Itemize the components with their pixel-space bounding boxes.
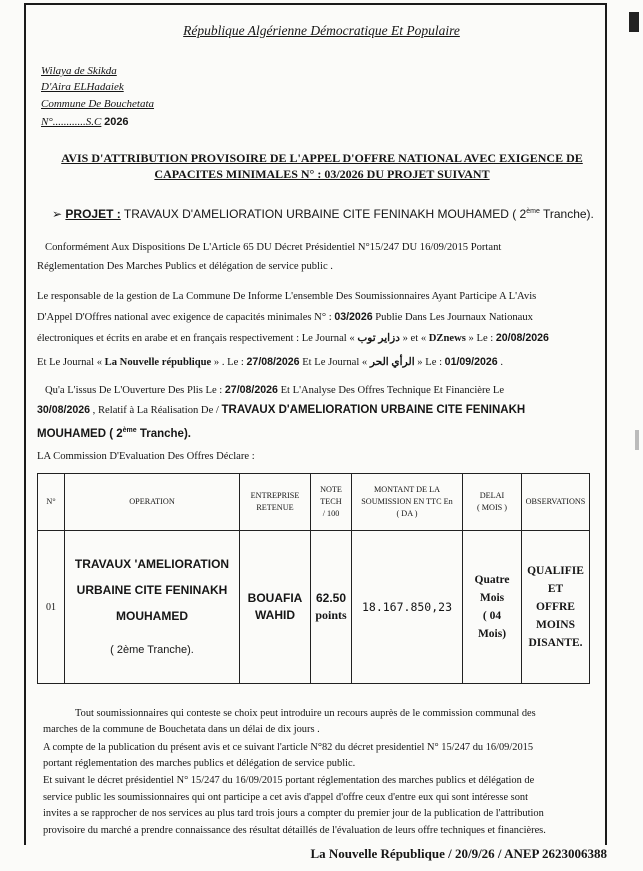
- journal-arabic-1: دزاير توب: [357, 333, 400, 344]
- entreprise-line: WAHID: [255, 608, 295, 622]
- header-operation: OPERATION: [65, 474, 240, 531]
- notice-title: [32, 150, 612, 182]
- text-span: Publie Dans Les Journaux Nationaux: [372, 312, 533, 323]
- header-line: ENTREPRISE: [250, 491, 300, 500]
- responsible-paragraph-line-1: Le responsable de la gestion de La Commune De Informe L'ensemble Des Soumissionnaires Ayant Participe A L'Avis: [37, 291, 537, 302]
- reference-prefix: N°............S.C: [41, 116, 102, 128]
- table-row: [38, 531, 590, 684]
- project-label: PROJET :: [65, 207, 121, 221]
- notice-title-line-2: CAPACITES MINIMALES N° : 03/2026 DU PROJET SUIVANT: [154, 167, 490, 181]
- republic-title: République Algérienne Démocratique Et Populaire: [183, 23, 460, 38]
- responsible-paragraph-line-2: [37, 307, 533, 328]
- cell-montant: 18.167.850,23: [352, 531, 463, 684]
- cell-num: 01: [38, 531, 65, 684]
- header-observations: OBSERVATIONS: [522, 474, 590, 531]
- daira-line: D'Aira ELHadaiek: [41, 81, 124, 93]
- observation-line: MOINS: [536, 619, 575, 631]
- commission-line: LA Commission D'Evaluation Des Offres Déclare :: [37, 451, 255, 462]
- date-2: 27/08/2026: [246, 356, 300, 368]
- responsible-paragraph-line-3: [37, 328, 549, 349]
- text-span: Qu'a L'issus De L'Ouverture Des Plis Le :: [45, 385, 225, 396]
- operation-line: MOUHAMED: [116, 609, 188, 623]
- header-line: / 100: [322, 509, 340, 518]
- opening-paragraph-line-3: [37, 420, 191, 445]
- opening-date: 27/08/2026: [224, 384, 278, 396]
- text-span: électroniques et écrits en arabe et en français respectivement : Le Journal «: [37, 333, 358, 344]
- header-montant: [352, 474, 463, 531]
- delai-line: Quatre: [474, 574, 510, 586]
- cell-entreprise: [240, 531, 311, 684]
- text-span: » et «: [399, 333, 429, 344]
- header-line: TECH: [320, 497, 342, 506]
- text-span: Et Le Journal «: [37, 357, 105, 368]
- journal-nouvelle-republique: La Nouvelle république: [104, 357, 212, 368]
- journal-arabic-2: الرأي الحر: [369, 357, 415, 368]
- project-text: TRAVAUX D'AMELIORATION URBAINE CITE FENINAKH MOUHAMED ( 2: [123, 207, 527, 221]
- project-line: [52, 207, 594, 221]
- decree-paragraph-line-2: Réglementation Des Marches Publics et délégation de service public .: [37, 261, 333, 272]
- observation-line: QUALIFIE ET: [527, 565, 584, 595]
- header-line: RETENUE: [256, 503, 294, 512]
- operation-line: TRAVAUX 'AMELIORATION: [74, 557, 230, 571]
- publication-footer: La Nouvelle République / 20/9/26 / ANEP 2623006388: [310, 846, 607, 861]
- text-span: » . Le :: [211, 357, 247, 368]
- header-line: ( DA ): [396, 509, 418, 518]
- text-span: , Relatif à La Réalisation De /: [90, 405, 222, 416]
- arrow-bullet-icon: ➢: [52, 207, 63, 221]
- header-line: NOTE: [320, 485, 342, 494]
- observation-line: OFFRE: [536, 601, 575, 613]
- decree-closing-line-4: provisoire du marché a prendre connaissance des résultat détaillés de l'évaluation de leurs offre techniques et financières.: [43, 825, 546, 836]
- date-1: 20/08/2026: [495, 332, 549, 344]
- superscript: ème: [122, 427, 137, 434]
- recourse-line-1: Tout soumissionnaires qui conteste se choix peut introduire un recours auprès de le commission communal des: [75, 708, 536, 719]
- recourse-line-2: marches de la commune de Bouchetata dans un délai de dix jours .: [43, 724, 320, 735]
- scan-edge-mark: [635, 430, 639, 450]
- project-superscript: ème: [526, 208, 540, 215]
- table-header-row: [38, 474, 590, 531]
- decree-closing-line-3: invites a se rapprocher de nos services au plus tard trois jours a compter du premier jour de la publication de l'attribution: [43, 808, 544, 819]
- entreprise-line: BOUAFIA: [247, 591, 303, 605]
- cell-observations: [522, 531, 590, 684]
- note-unit: points: [315, 608, 347, 622]
- cell-delai: [463, 531, 522, 684]
- header-line: ( MOIS ): [476, 503, 508, 512]
- responsible-paragraph-line-4: [37, 352, 503, 373]
- header-num: N°: [38, 474, 65, 531]
- journal-dznews: DZnews: [428, 333, 466, 344]
- delai-line: ( 04: [482, 610, 502, 622]
- text-span: » Le :: [414, 357, 445, 368]
- commune-line: Commune De Bouchetata: [41, 98, 155, 110]
- text-span: Et Le Journal «: [299, 357, 370, 368]
- delai-line: Mois): [477, 628, 507, 640]
- header-delai: [463, 474, 522, 531]
- project-name-bold: TRAVAUX D'AMELIORATION URBAINE CITE FENINAKH: [221, 404, 526, 416]
- header-line: MONTANT DE LA: [373, 485, 441, 494]
- operation-line: ( 2ème Tranche).: [110, 644, 194, 656]
- opening-paragraph-line-2: [37, 400, 525, 421]
- operation-line: URBAINE CITE FENINAKH: [76, 583, 228, 597]
- header-line: SOUMISSION EN TTC En: [361, 497, 453, 506]
- header-entreprise: [240, 474, 311, 531]
- text-span: Et L'Analyse Des Offres Technique Et Financière Le: [277, 385, 505, 396]
- wilaya-line: Wilaya de Skikda: [41, 65, 117, 77]
- reference-year: 2026: [104, 116, 129, 128]
- offer-number: 03/2026: [334, 311, 373, 323]
- decree-paragraph-line-1: Conformément Aux Dispositions De L'Article 65 DU Décret Présidentiel N°15/247 DU 16/09/2015 Portant: [45, 242, 502, 253]
- publication-line-2: portant réglementation des marches publics et délégation de service public.: [43, 758, 356, 769]
- opening-paragraph-line-1: [45, 380, 504, 401]
- note-value: 62.50: [315, 591, 347, 605]
- text-span: MOUHAMED ( 2: [37, 427, 123, 440]
- cell-operation: [65, 531, 240, 684]
- observation-line: DISANTE.: [528, 637, 583, 649]
- cell-note: [311, 531, 352, 684]
- reference-number: [41, 114, 129, 130]
- text-span: D'Appel D'Offres national avec exigence de capacités minimales N° :: [37, 312, 335, 323]
- analysis-date: 30/08/2026: [37, 404, 91, 416]
- header-note: [311, 474, 352, 531]
- results-table: [37, 473, 590, 684]
- publication-line-1: A compte de la publication du présent avis et ce suivant l'article N°82 du décret presidentiel N° 15/247 du 16/09/2015: [43, 742, 534, 753]
- notice-title-line-1: AVIS D'ATTRIBUTION PROVISOIRE DE L'APPEL D'OFFRE NATIONAL AVEC EXIGENCE DE: [61, 151, 583, 165]
- project-end: Tranche).: [539, 207, 594, 221]
- decree-closing-line-1: Et suivant le décret présidentiel N° 15/247 du 16/09/2015 portant réglementation des marches publics et délégation de: [43, 775, 535, 786]
- delai-line: Mois: [479, 592, 505, 604]
- text-span: .: [497, 357, 503, 368]
- text-span: Tranche).: [136, 427, 191, 440]
- decree-closing-line-2: service public les soumissionnaires qui ont participe a cet avis d'appel d'offre ceux d'entre eux qui sont intéresse sont: [43, 792, 528, 803]
- date-3: 01/09/2026: [444, 356, 498, 368]
- text-span: » Le :: [465, 333, 496, 344]
- header-line: DELAI: [479, 491, 505, 500]
